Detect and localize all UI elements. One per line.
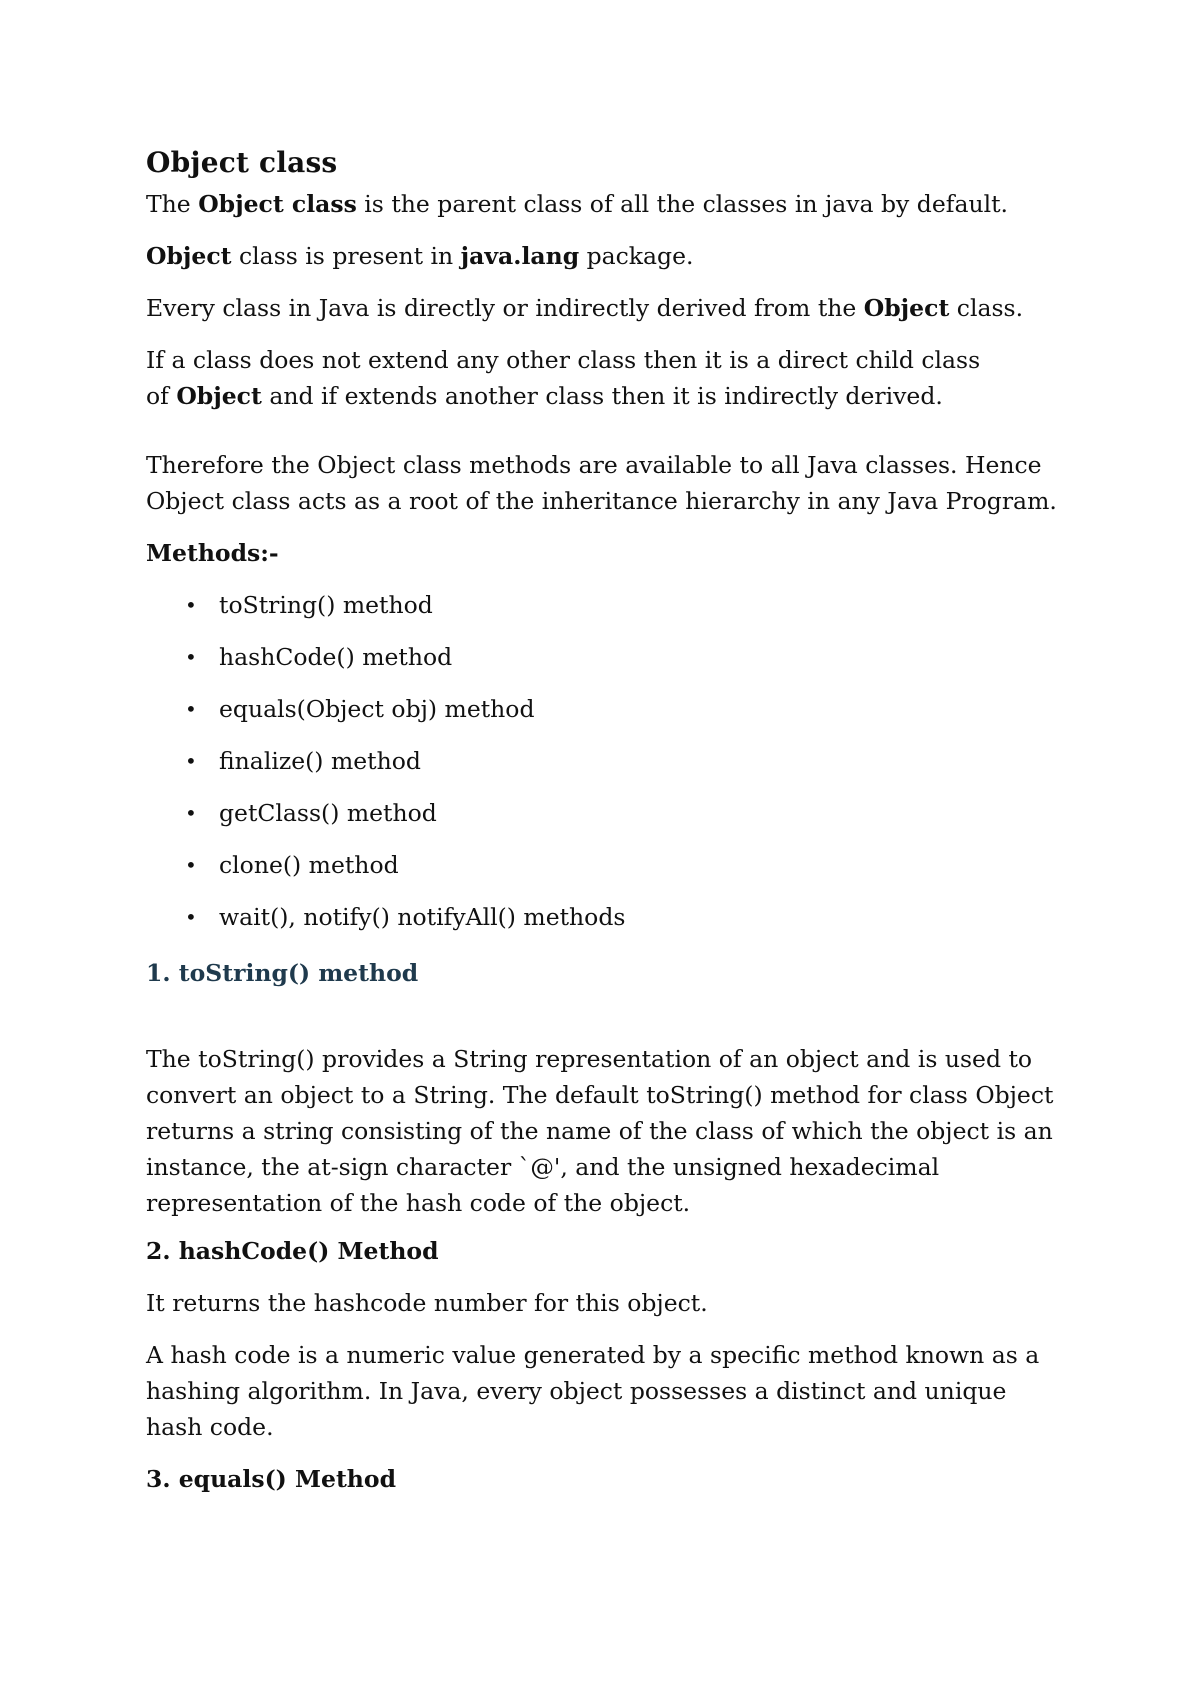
list-item (146, 847, 625, 899)
list-item (146, 691, 625, 743)
list-item (146, 795, 625, 847)
bullet-icon: • (185, 801, 197, 825)
list-item-text: getClass() method (219, 799, 437, 827)
intro-paragraph-5 (146, 447, 1066, 519)
list-item-text: wait(), notify() notifyAll() methods (219, 903, 626, 931)
intro-paragraph-1 (146, 186, 1066, 222)
bullet-icon: • (185, 853, 197, 877)
list-item (146, 899, 625, 951)
text-line: representation of the hash code of the object. (146, 1189, 691, 1217)
text-span: Every class in Java is directly or indirectly derived from the (146, 294, 864, 322)
text-span: The (146, 190, 199, 218)
text-line: hash code. (146, 1413, 274, 1441)
text-span: class. (949, 294, 1024, 322)
text-line: If a class does not extend any other class then it is a direct child class (146, 346, 981, 374)
list-item-text: toString() method (219, 591, 433, 619)
bullet-icon: • (185, 697, 197, 721)
text-span-bold: Object class (198, 190, 357, 218)
list-item (146, 587, 625, 639)
text-span-bold: Object (863, 294, 950, 322)
section-heading-equals: 3. equals() Method (146, 1465, 396, 1493)
list-item-text: equals(Object obj) method (219, 695, 535, 723)
text-line: Object class acts as a root of the inheritance hierarchy in any Java Program. (146, 487, 1057, 515)
text-line: returns a string consisting of the name of the class of which the object is an (146, 1117, 1053, 1145)
section-heading-tostring: 1. toString() method (146, 959, 419, 987)
text-span: package. (579, 242, 694, 270)
text-span: class is present in (231, 242, 461, 270)
bullet-icon: • (185, 749, 197, 773)
hashcode-paragraph-1: It returns the hashcode number for this object. (146, 1289, 708, 1317)
page-title: Object class (146, 146, 338, 179)
intro-paragraph-4 (146, 342, 1066, 414)
text-span-bold: Object (176, 382, 262, 410)
text-span: is the parent class of all the classes in java by default. (356, 190, 1009, 218)
bullet-icon: • (185, 905, 197, 929)
tostring-paragraph (146, 1041, 1066, 1221)
list-item-text: hashCode() method (219, 643, 453, 671)
bullet-icon: • (185, 645, 197, 669)
methods-list (146, 587, 625, 951)
hashcode-paragraph-2 (146, 1337, 1066, 1445)
text-span-bold: Object (146, 242, 232, 270)
list-item (146, 743, 625, 795)
list-item-text: clone() method (219, 851, 399, 879)
text-span: and if extends another class then it is indirectly derived. (261, 382, 943, 410)
intro-paragraph-3 (146, 290, 1066, 326)
text-line: The toString() provides a String representation of an object and is used to (146, 1045, 1033, 1073)
text-line: Therefore the Object class methods are available to all Java classes. Hence (146, 451, 1042, 479)
text-line: hashing algorithm. In Java, every object possesses a distinct and unique (146, 1377, 1007, 1405)
methods-label: Methods:- (146, 539, 279, 567)
intro-paragraph-2 (146, 238, 1066, 274)
bullet-icon: • (185, 593, 197, 617)
text-span-bold: java.lang (460, 242, 580, 270)
text-line: A hash code is a numeric value generated by a specific method known as a (146, 1341, 1040, 1369)
text-span: of (146, 382, 177, 410)
list-item (146, 639, 625, 691)
text-line: instance, the at-sign character `@', and the unsigned hexadecimal (146, 1153, 940, 1181)
section-heading-hashcode: 2. hashCode() Method (146, 1237, 439, 1265)
text-line: convert an object to a String. The default toString() method for class Object (146, 1081, 1054, 1109)
list-item-text: finalize() method (219, 747, 421, 775)
